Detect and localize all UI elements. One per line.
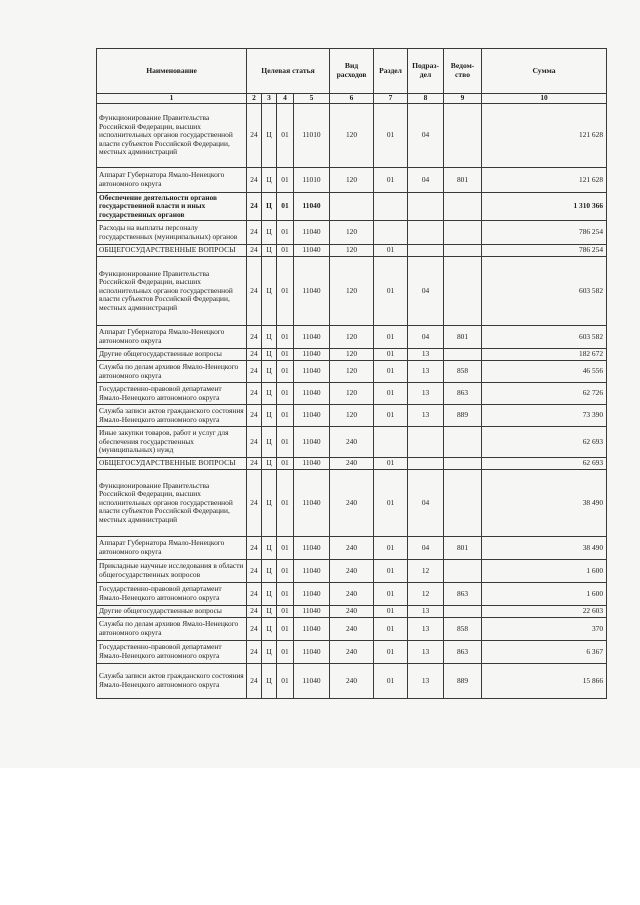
target-part-1-cell: 24	[247, 405, 262, 427]
subsection-cell: 13	[408, 349, 444, 361]
sum-cell: 603 582	[482, 326, 607, 349]
row-name-cell: Служба записи актов гражданского состояния Ямало-Ненецкого автономного округа	[97, 664, 247, 699]
target-part-3-cell: 01	[277, 361, 294, 383]
department-cell	[444, 221, 482, 245]
target-part-3-cell: 01	[277, 326, 294, 349]
target-part-3-cell: 01	[277, 245, 294, 257]
department-cell: 889	[444, 664, 482, 699]
section-cell: 01	[374, 470, 408, 537]
expense-type-cell: 120	[330, 221, 374, 245]
section-cell: 01	[374, 664, 408, 699]
table-row	[97, 664, 607, 699]
expense-type-cell: 240	[330, 470, 374, 537]
department-cell: 863	[444, 583, 482, 606]
target-part-2-cell: Ц	[262, 245, 277, 257]
target-part-4-cell: 11040	[294, 583, 330, 606]
expense-type-cell: 240	[330, 560, 374, 583]
target-part-3-cell: 01	[277, 664, 294, 699]
row-name-cell: Обеспечение деятельности органов государственной власти и иных государственных органов	[97, 193, 247, 221]
target-part-3-cell: 01	[277, 560, 294, 583]
target-part-2-cell: Ц	[262, 257, 277, 326]
subsection-cell	[408, 245, 444, 257]
section-cell: 01	[374, 383, 408, 405]
table-row	[97, 168, 607, 193]
expense-type-cell: 120	[330, 257, 374, 326]
sum-cell: 1 310 366	[482, 193, 607, 221]
target-part-2-cell: Ц	[262, 618, 277, 641]
subsection-cell: 12	[408, 583, 444, 606]
target-part-2-cell: Ц	[262, 537, 277, 560]
expense-type-cell: 240	[330, 537, 374, 560]
sum-cell: 38 490	[482, 470, 607, 537]
table-row	[97, 257, 607, 326]
row-name-cell: Функционирование Правительства Российской Федерации, высших исполнительных органов государственной власти субъектов Российской Федерации, местных администраций	[97, 257, 247, 326]
subsection-cell: 13	[408, 606, 444, 618]
target-part-1-cell: 24	[247, 221, 262, 245]
section-cell: 01	[374, 349, 408, 361]
target-part-2-cell: Ц	[262, 193, 277, 221]
target-part-4-cell: 11040	[294, 193, 330, 221]
section-cell: 01	[374, 168, 408, 193]
table-row	[97, 618, 607, 641]
expense-type-cell: 120	[330, 326, 374, 349]
expense-type-cell: 240	[330, 583, 374, 606]
row-name-cell: ОБЩЕГОСУДАРСТВЕННЫЕ ВОПРОСЫ	[97, 458, 247, 470]
department-cell	[444, 606, 482, 618]
column-number-row	[97, 94, 607, 104]
row-name-cell: Функционирование Правительства Российской Федерации, высших исполнительных органов государственной власти субъектов Российской Федерации, местных администраций	[97, 104, 247, 168]
target-part-3-cell: 01	[277, 104, 294, 168]
col-number: 7	[374, 94, 408, 104]
section-cell: 01	[374, 326, 408, 349]
section-cell: 01	[374, 361, 408, 383]
section-cell: 01	[374, 245, 408, 257]
col-number: 3	[262, 94, 277, 104]
target-part-2-cell: Ц	[262, 405, 277, 427]
target-part-2-cell: Ц	[262, 383, 277, 405]
table-row	[97, 583, 607, 606]
target-part-2-cell: Ц	[262, 104, 277, 168]
section-cell: 01	[374, 104, 408, 168]
target-part-3-cell: 01	[277, 641, 294, 664]
target-part-3-cell: 01	[277, 427, 294, 458]
subsection-cell	[408, 458, 444, 470]
sum-cell: 1 600	[482, 583, 607, 606]
row-name-cell: Государственно-правовой департамент Ямало-Ненецкого автономного округа	[97, 583, 247, 606]
sum-cell: 73 390	[482, 405, 607, 427]
subsection-cell: 04	[408, 326, 444, 349]
sum-cell: 62 693	[482, 458, 607, 470]
subsection-cell: 04	[408, 470, 444, 537]
sum-cell: 121 628	[482, 104, 607, 168]
target-part-1-cell: 24	[247, 618, 262, 641]
sum-cell: 46 556	[482, 361, 607, 383]
target-part-3-cell: 01	[277, 221, 294, 245]
sum-cell: 62 726	[482, 383, 607, 405]
expense-type-cell: 240	[330, 458, 374, 470]
sum-cell: 370	[482, 618, 607, 641]
expense-type-cell	[330, 193, 374, 221]
expense-type-cell: 120	[330, 104, 374, 168]
subsection-cell: 13	[408, 641, 444, 664]
target-part-2-cell: Ц	[262, 221, 277, 245]
sum-cell: 786 254	[482, 245, 607, 257]
target-part-2-cell: Ц	[262, 664, 277, 699]
target-part-1-cell: 24	[247, 537, 262, 560]
row-name-cell: Служба по делам архивов Ямало-Ненецкого автономного округа	[97, 361, 247, 383]
target-part-1-cell: 24	[247, 168, 262, 193]
col-number: 8	[408, 94, 444, 104]
expense-type-cell: 240	[330, 618, 374, 641]
target-part-4-cell: 11040	[294, 405, 330, 427]
expense-type-cell: 120	[330, 383, 374, 405]
header-name: Наименование	[97, 49, 247, 94]
row-name-cell: Прикладные научные исследования в области общегосударственных вопросов	[97, 560, 247, 583]
section-cell: 01	[374, 537, 408, 560]
row-name-cell: Функционирование Правительства Российской Федерации, высших исполнительных органов государственной власти субъектов Российской Федерации, местных администраций	[97, 470, 247, 537]
department-cell: 858	[444, 618, 482, 641]
table-row	[97, 606, 607, 618]
budget-table-sheet	[96, 48, 606, 699]
table-row	[97, 560, 607, 583]
target-part-1-cell: 24	[247, 361, 262, 383]
section-cell: 01	[374, 641, 408, 664]
target-part-4-cell: 11040	[294, 245, 330, 257]
target-part-1-cell: 24	[247, 641, 262, 664]
department-cell: 863	[444, 641, 482, 664]
table-row	[97, 427, 607, 458]
expense-type-cell: 120	[330, 349, 374, 361]
target-part-4-cell: 11040	[294, 458, 330, 470]
expense-type-cell: 240	[330, 664, 374, 699]
department-cell	[444, 349, 482, 361]
budget-table	[96, 48, 607, 699]
target-part-4-cell: 11040	[294, 560, 330, 583]
row-name-cell: ОБЩЕГОСУДАРСТВЕННЫЕ ВОПРОСЫ	[97, 245, 247, 257]
target-part-4-cell: 11010	[294, 104, 330, 168]
col-number: 6	[330, 94, 374, 104]
department-cell: 801	[444, 537, 482, 560]
header-department: Ведом-ство	[444, 49, 482, 94]
section-cell	[374, 193, 408, 221]
department-cell	[444, 245, 482, 257]
row-name-cell: Государственно-правовой департамент Ямало-Ненецкого автономного округа	[97, 383, 247, 405]
target-part-3-cell: 01	[277, 618, 294, 641]
target-part-3-cell: 01	[277, 458, 294, 470]
table-row	[97, 193, 607, 221]
subsection-cell: 04	[408, 168, 444, 193]
table-row	[97, 405, 607, 427]
target-part-4-cell: 11040	[294, 641, 330, 664]
subsection-cell: 13	[408, 383, 444, 405]
target-part-1-cell: 24	[247, 104, 262, 168]
target-part-3-cell: 01	[277, 583, 294, 606]
row-name-cell: Другие общегосударственные вопросы	[97, 606, 247, 618]
target-part-4-cell: 11040	[294, 664, 330, 699]
target-part-4-cell: 11040	[294, 383, 330, 405]
row-name-cell: Государственно-правовой департамент Ямало-Ненецкого автономного округа	[97, 641, 247, 664]
subsection-cell: 13	[408, 361, 444, 383]
target-part-3-cell: 01	[277, 193, 294, 221]
expense-type-cell: 120	[330, 168, 374, 193]
table-body	[97, 104, 607, 699]
col-number: 2	[247, 94, 262, 104]
sum-cell: 6 367	[482, 641, 607, 664]
table-row	[97, 104, 607, 168]
section-cell: 01	[374, 458, 408, 470]
table-row	[97, 221, 607, 245]
row-name-cell: Другие общегосударственные вопросы	[97, 349, 247, 361]
sum-cell: 1 600	[482, 560, 607, 583]
table-row	[97, 537, 607, 560]
subsection-cell: 13	[408, 618, 444, 641]
section-cell	[374, 427, 408, 458]
table-row	[97, 326, 607, 349]
department-cell	[444, 257, 482, 326]
table-row	[97, 470, 607, 537]
target-part-4-cell: 11040	[294, 361, 330, 383]
header-section: Раздел	[374, 49, 408, 94]
section-cell: 01	[374, 560, 408, 583]
row-name-cell: Служба по делам архивов Ямало-Ненецкого автономного округа	[97, 618, 247, 641]
header-row	[97, 49, 607, 94]
table-row	[97, 641, 607, 664]
table-row	[97, 383, 607, 405]
target-part-1-cell: 24	[247, 349, 262, 361]
target-part-2-cell: Ц	[262, 326, 277, 349]
sum-cell: 603 582	[482, 257, 607, 326]
subsection-cell: 13	[408, 405, 444, 427]
target-part-2-cell: Ц	[262, 560, 277, 583]
header-expense-type: Вид расходов	[330, 49, 374, 94]
target-part-4-cell: 11010	[294, 168, 330, 193]
expense-type-cell: 120	[330, 405, 374, 427]
department-cell	[444, 458, 482, 470]
sum-cell: 15 866	[482, 664, 607, 699]
target-part-4-cell: 11040	[294, 470, 330, 537]
target-part-3-cell: 01	[277, 537, 294, 560]
target-part-4-cell: 11040	[294, 618, 330, 641]
expense-type-cell: 120	[330, 245, 374, 257]
target-part-1-cell: 24	[247, 560, 262, 583]
target-part-1-cell: 24	[247, 193, 262, 221]
col-number: 9	[444, 94, 482, 104]
target-part-1-cell: 24	[247, 257, 262, 326]
section-cell: 01	[374, 583, 408, 606]
row-name-cell: Расходы на выплаты персоналу государственных (муниципальных) органов	[97, 221, 247, 245]
subsection-cell: 13	[408, 664, 444, 699]
target-part-1-cell: 24	[247, 383, 262, 405]
col-number: 4	[277, 94, 294, 104]
expense-type-cell: 240	[330, 641, 374, 664]
target-part-3-cell: 01	[277, 606, 294, 618]
department-cell	[444, 427, 482, 458]
target-part-3-cell: 01	[277, 257, 294, 326]
sum-cell: 182 672	[482, 349, 607, 361]
sum-cell: 38 490	[482, 537, 607, 560]
target-part-2-cell: Ц	[262, 458, 277, 470]
target-part-1-cell: 24	[247, 606, 262, 618]
department-cell: 801	[444, 168, 482, 193]
target-part-3-cell: 01	[277, 383, 294, 405]
sum-cell: 786 254	[482, 221, 607, 245]
col-number: 5	[294, 94, 330, 104]
table-row	[97, 245, 607, 257]
table-row	[97, 349, 607, 361]
section-cell: 01	[374, 257, 408, 326]
target-part-3-cell: 01	[277, 168, 294, 193]
department-cell	[444, 104, 482, 168]
target-part-4-cell: 11040	[294, 537, 330, 560]
subsection-cell	[408, 193, 444, 221]
expense-type-cell: 120	[330, 361, 374, 383]
target-part-4-cell: 11040	[294, 221, 330, 245]
target-part-3-cell: 01	[277, 470, 294, 537]
subsection-cell: 04	[408, 257, 444, 326]
department-cell: 863	[444, 383, 482, 405]
section-cell: 01	[374, 618, 408, 641]
target-part-1-cell: 24	[247, 458, 262, 470]
row-name-cell: Иные закупки товаров, работ и услуг для обеспечения государственных (муниципальных) нужд	[97, 427, 247, 458]
target-part-1-cell: 24	[247, 326, 262, 349]
col-number: 1	[97, 94, 247, 104]
row-name-cell: Служба записи актов гражданского состояния Ямало-Ненецкого автономного округа	[97, 405, 247, 427]
row-name-cell: Аппарат Губернатора Ямало-Ненецкого автономного округа	[97, 326, 247, 349]
expense-type-cell: 240	[330, 427, 374, 458]
department-cell: 801	[444, 326, 482, 349]
target-part-4-cell: 11040	[294, 349, 330, 361]
target-part-1-cell: 24	[247, 664, 262, 699]
header-sum: Сумма	[482, 49, 607, 94]
section-cell	[374, 221, 408, 245]
target-part-2-cell: Ц	[262, 606, 277, 618]
target-part-3-cell: 01	[277, 349, 294, 361]
target-part-4-cell: 11040	[294, 606, 330, 618]
target-part-1-cell: 24	[247, 470, 262, 537]
department-cell: 889	[444, 405, 482, 427]
department-cell: 858	[444, 361, 482, 383]
expense-type-cell: 240	[330, 606, 374, 618]
target-part-2-cell: Ц	[262, 583, 277, 606]
sum-cell: 121 628	[482, 168, 607, 193]
subsection-cell: 04	[408, 537, 444, 560]
target-part-1-cell: 24	[247, 245, 262, 257]
subsection-cell: 04	[408, 104, 444, 168]
subsection-cell	[408, 427, 444, 458]
subsection-cell: 12	[408, 560, 444, 583]
target-part-4-cell: 11040	[294, 427, 330, 458]
department-cell	[444, 470, 482, 537]
target-part-2-cell: Ц	[262, 349, 277, 361]
sum-cell: 22 603	[482, 606, 607, 618]
section-cell: 01	[374, 606, 408, 618]
target-part-1-cell: 24	[247, 427, 262, 458]
sum-cell: 62 693	[482, 427, 607, 458]
target-part-2-cell: Ц	[262, 470, 277, 537]
header-subsection: Подраз-дел	[408, 49, 444, 94]
target-part-1-cell: 24	[247, 583, 262, 606]
target-part-2-cell: Ц	[262, 427, 277, 458]
row-name-cell: Аппарат Губернатора Ямало-Ненецкого автономного округа	[97, 168, 247, 193]
target-part-2-cell: Ц	[262, 168, 277, 193]
row-name-cell: Аппарат Губернатора Ямало-Ненецкого автономного округа	[97, 537, 247, 560]
target-part-2-cell: Ц	[262, 361, 277, 383]
table-row	[97, 361, 607, 383]
department-cell	[444, 193, 482, 221]
section-cell: 01	[374, 405, 408, 427]
col-number: 10	[482, 94, 607, 104]
target-part-4-cell: 11040	[294, 257, 330, 326]
table-row	[97, 458, 607, 470]
target-part-4-cell: 11040	[294, 326, 330, 349]
subsection-cell	[408, 221, 444, 245]
department-cell	[444, 560, 482, 583]
target-part-3-cell: 01	[277, 405, 294, 427]
target-part-2-cell: Ц	[262, 641, 277, 664]
header-target-article: Целевая статья	[247, 49, 330, 94]
